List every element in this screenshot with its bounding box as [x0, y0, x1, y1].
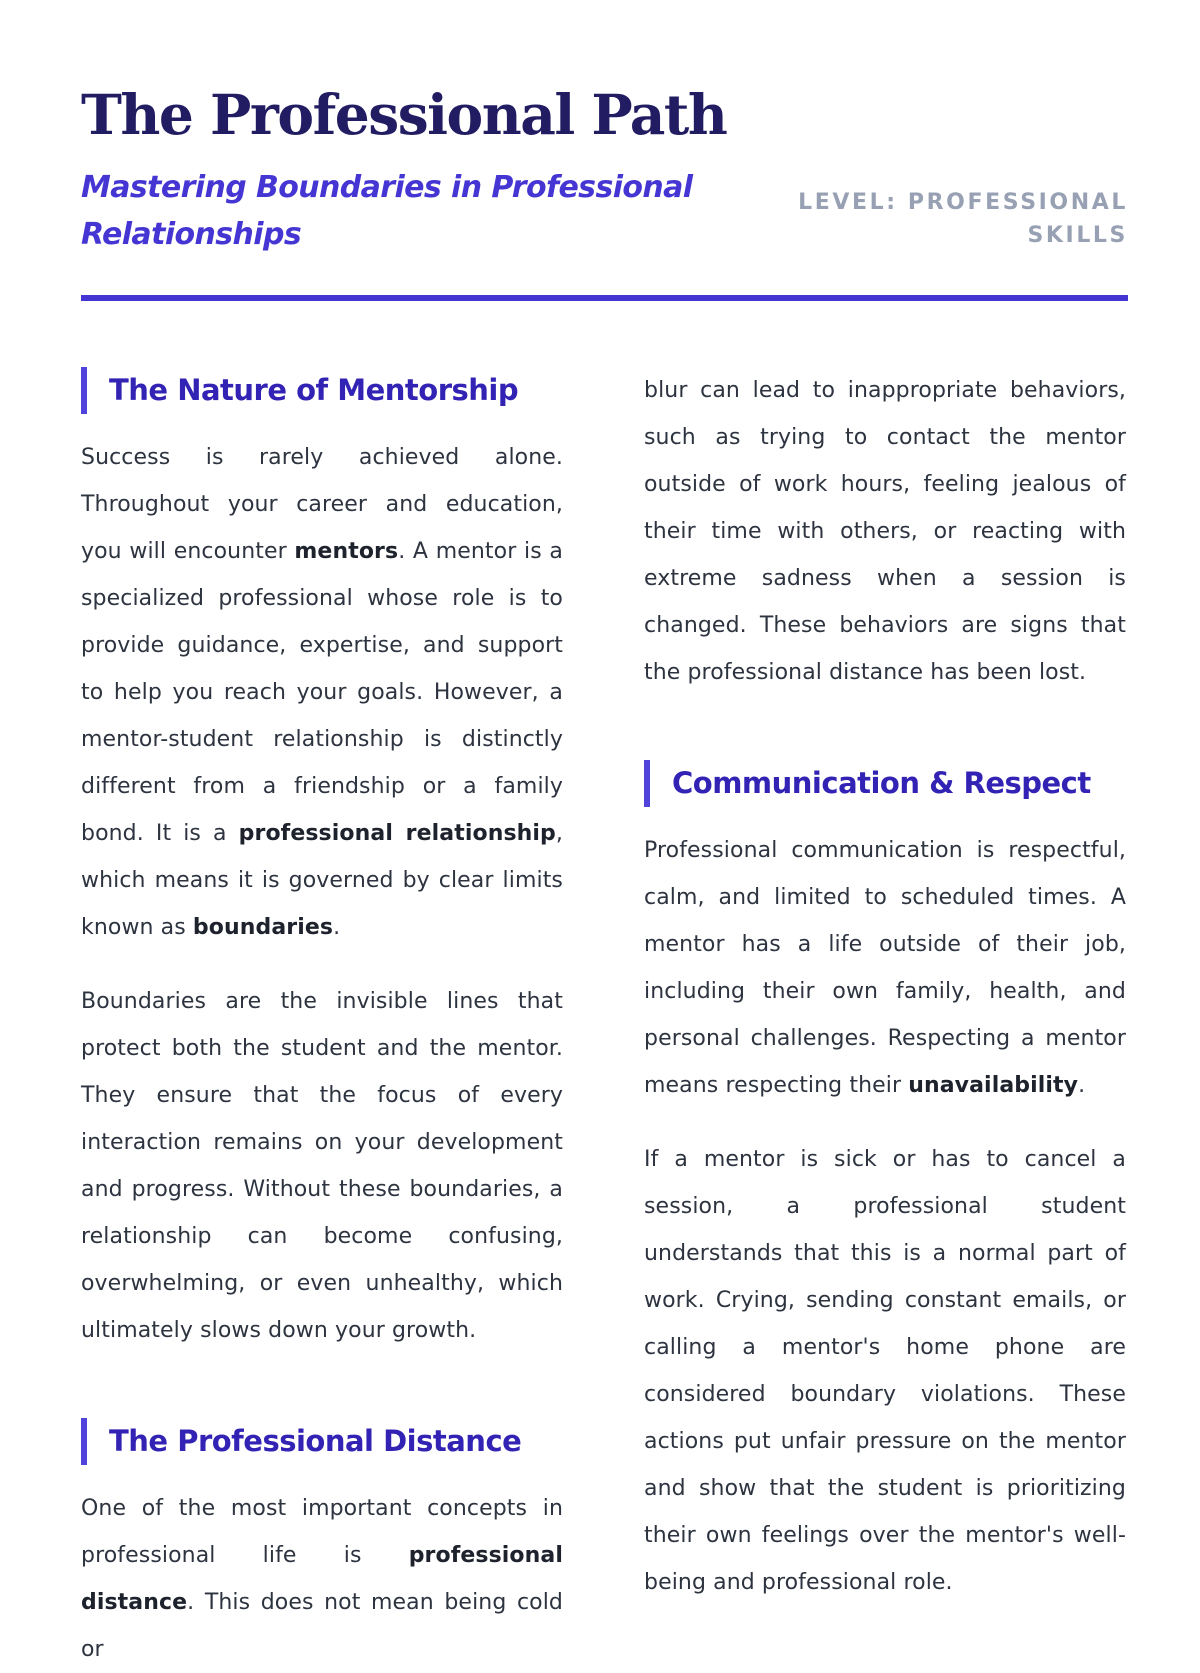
nature-paragraph-1 — [81, 434, 563, 951]
level-label: LEVEL: PROFESSIONAL SKILLS — [798, 190, 1128, 248]
page-header — [81, 82, 1128, 252]
communication-paragraph-1 — [644, 827, 1126, 1109]
distance-paragraph-continued: blur can lead to inappropriate behaviors, such as trying to contact the mentor outside of work hours, feeling jealous of their time with others, or reacting with extreme sadness when a session is changed. These behaviors are signs that the professional distance has been lost. — [644, 378, 1126, 685]
page-title: The Professional Path — [81, 82, 727, 147]
bold-term-unavailability: unavailability — [908, 1073, 1079, 1098]
text-run: . — [333, 915, 341, 940]
text-run: Success is rarely achieved alone. Throughout your career and education, you will encounter — [81, 445, 563, 564]
nature-paragraph-2: Boundaries are the invisible lines that protect both the student and the mentor. They ensure that the focus of every interaction remains on your development and progress. Without these boundaries, a relationship can become confusing, overwhelming, or even unhealthy, which ultimately slows down your growth. — [81, 989, 563, 1343]
subtitle-row — [81, 164, 1128, 264]
right-column — [644, 367, 1126, 1606]
bold-term-professional-relationship: professional relationship — [238, 821, 556, 846]
section-heading-communication: Communication & Respect — [644, 760, 1126, 807]
text-run: Professional communication is respectful, calm, and limited to scheduled times. A mentor has a life outside of their job, including their own family, health, and personal challenges. Respecting a mentor means respecting their — [644, 838, 1126, 1098]
section-heading-nature: The Nature of Mentorship — [81, 367, 563, 414]
communication-paragraph-2: If a mentor is sick or has to cancel a session, a professional student understands that this is a normal part of work. Crying, sending constant emails, or calling a mentor's home phone are considered boundary violations. These actions put unfair pressure on the mentor and show that the student is prioritizing their own feelings over the mentor's well-being and professional role. — [644, 1147, 1126, 1595]
section-heading-distance: The Professional Distance — [81, 1418, 563, 1465]
text-run: . — [1078, 1073, 1086, 1098]
distance-paragraph-1 — [81, 1485, 563, 1673]
bold-term-boundaries: boundaries — [192, 915, 334, 940]
page-subtitle: Mastering Boundaries in Professional Relationships — [81, 170, 693, 252]
bold-term-mentors: mentors — [294, 539, 399, 564]
header-divider — [81, 295, 1128, 301]
left-column — [81, 367, 563, 1673]
text-run: . A mentor is a specialized professional whose role is to provide guidance, expertise, and support to help you reach your goals. However, a mentor-student relationship is distinctly different from a friendship or a family bond. It is a — [81, 539, 563, 846]
text-run: . This does not mean being cold or — [81, 1590, 563, 1662]
text-run: One of the most important concepts in professional life is — [81, 1496, 563, 1568]
text-run: , which means it is governed by clear limits known as — [81, 821, 563, 940]
bold-term-professional-distance: professional distance — [81, 1543, 563, 1615]
